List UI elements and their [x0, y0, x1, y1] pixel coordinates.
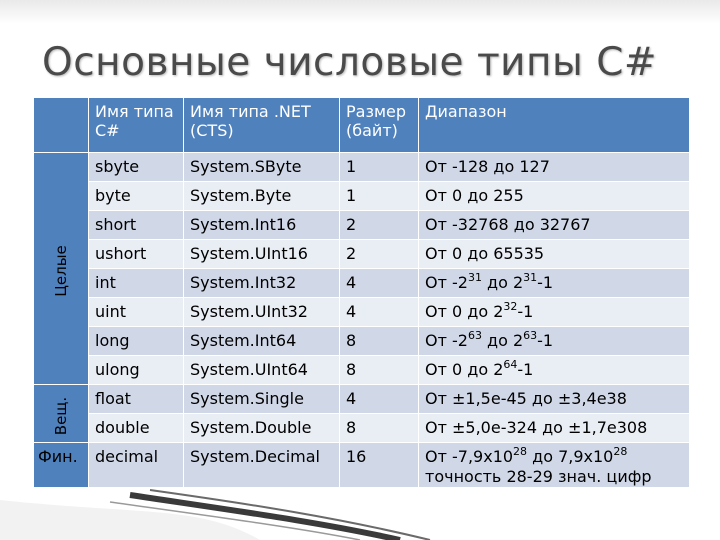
- range-sup1: 31: [467, 270, 482, 284]
- range-sup1: 64: [503, 357, 518, 371]
- cell-name: double: [89, 414, 184, 443]
- header-type-name-cs-line1: Имя типа: [95, 102, 174, 121]
- table-body: [34, 153, 690, 488]
- table-row: [34, 298, 690, 327]
- cell-net: System.Double: [184, 414, 340, 443]
- table-row: [34, 269, 690, 298]
- range-precision-note: точность 28-29 знач. цифр: [425, 467, 652, 486]
- cell-net: System.Byte: [184, 182, 340, 211]
- range-prefix: От -7,9x10: [425, 447, 514, 466]
- table-row: [34, 240, 690, 269]
- table-row: [34, 327, 690, 356]
- cell-net: System.Decimal: [184, 443, 340, 488]
- range-mid: до 7,9x10: [527, 447, 614, 466]
- header-size: [340, 98, 419, 153]
- cell-range: [419, 240, 690, 269]
- header-type-name-cs-line2: C#: [95, 121, 120, 140]
- table-header-row: [34, 98, 690, 153]
- range-prefix: От 0 до 65535: [425, 244, 545, 263]
- cell-name: long: [89, 327, 184, 356]
- cell-name: short: [89, 211, 184, 240]
- range-prefix: От 0 до 2: [425, 302, 504, 321]
- category-real-label: Вещ.: [51, 396, 70, 435]
- cell-range: [419, 211, 690, 240]
- range-suffix: -1: [537, 273, 554, 292]
- range-suffix: -1: [517, 302, 534, 321]
- range-prefix: От -128 до 127: [425, 157, 550, 176]
- header-range: [419, 98, 690, 153]
- cell-size: 1: [340, 153, 419, 182]
- cell-size: 8: [340, 327, 419, 356]
- range-prefix: От -2: [425, 273, 468, 292]
- header-type-name-net-line2: (CTS): [190, 121, 234, 140]
- range-prefix: От -32768 до 32767: [425, 215, 591, 234]
- range-prefix: От ±5,0e-324 до ±1,7e308: [425, 418, 648, 437]
- range-sup2: 63: [523, 328, 538, 342]
- cell-size: 8: [340, 414, 419, 443]
- cell-range: [419, 385, 690, 414]
- cell-size: 2: [340, 211, 419, 240]
- range-prefix: От ±1,5e-45 до ±3,4e38: [425, 389, 627, 408]
- cell-range: [419, 356, 690, 385]
- cell-net: System.UInt64: [184, 356, 340, 385]
- range-sup1: 63: [467, 328, 482, 342]
- category-real: [34, 385, 89, 443]
- cell-size: 4: [340, 269, 419, 298]
- range-suffix: -1: [517, 360, 534, 379]
- range-sup2: 31: [523, 270, 538, 284]
- range-suffix: -1: [537, 331, 554, 350]
- range-sup1: 32: [503, 299, 518, 313]
- cell-name: byte: [89, 182, 184, 211]
- cell-net: System.UInt16: [184, 240, 340, 269]
- range-mid: до 2: [481, 273, 524, 292]
- cell-net: System.Int64: [184, 327, 340, 356]
- decorative-swoosh: [0, 460, 720, 540]
- table-row: [34, 211, 690, 240]
- numeric-types-table: [33, 97, 690, 488]
- table-row: [34, 182, 690, 211]
- header-type-name-net-line1: Имя типа .NET: [190, 102, 311, 121]
- top-gradient-band: [0, 0, 720, 24]
- header-type-name-cs: [89, 98, 184, 153]
- cell-range: [419, 182, 690, 211]
- numeric-types-table-container: [33, 97, 690, 488]
- header-size-line2: (байт): [346, 121, 398, 140]
- header-size-line1: Размер: [346, 102, 407, 121]
- table-row: [34, 153, 690, 182]
- cell-range: [419, 269, 690, 298]
- cell-name: sbyte: [89, 153, 184, 182]
- cell-range: [419, 298, 690, 327]
- table-row: [34, 356, 690, 385]
- cell-range: [419, 414, 690, 443]
- cell-name: float: [89, 385, 184, 414]
- table-row: [34, 385, 690, 414]
- cell-size: 16: [340, 443, 419, 488]
- range-sup1: 28: [513, 444, 528, 458]
- range-prefix: От 0 до 255: [425, 186, 524, 205]
- cell-name: ushort: [89, 240, 184, 269]
- range-mid: до 2: [481, 331, 524, 350]
- range-prefix: От 0 до 2: [425, 360, 504, 379]
- cell-net: System.SByte: [184, 153, 340, 182]
- header-range-label: Диапазон: [425, 102, 507, 121]
- category-financial-label: Фин.: [38, 447, 78, 466]
- cell-size: 4: [340, 298, 419, 327]
- header-type-name-net: [184, 98, 340, 153]
- cell-size: 4: [340, 385, 419, 414]
- cell-net: System.Int16: [184, 211, 340, 240]
- cell-net: System.UInt32: [184, 298, 340, 327]
- cell-name: decimal: [89, 443, 184, 488]
- cell-net: System.Single: [184, 385, 340, 414]
- slide-title: Основные числовые типы C#: [42, 40, 658, 85]
- category-integer: [34, 153, 89, 385]
- cell-size: 1: [340, 182, 419, 211]
- cell-size: 8: [340, 356, 419, 385]
- cell-range: [419, 327, 690, 356]
- category-integer-label: Целые: [51, 244, 70, 297]
- range-sup2: 28: [613, 444, 628, 458]
- cell-name: ulong: [89, 356, 184, 385]
- table-row: [34, 414, 690, 443]
- header-corner-cell: [34, 98, 89, 153]
- cell-name: int: [89, 269, 184, 298]
- cell-range: [419, 153, 690, 182]
- cell-size: 2: [340, 240, 419, 269]
- range-prefix: От -2: [425, 331, 468, 350]
- cell-net: System.Int32: [184, 269, 340, 298]
- cell-name: uint: [89, 298, 184, 327]
